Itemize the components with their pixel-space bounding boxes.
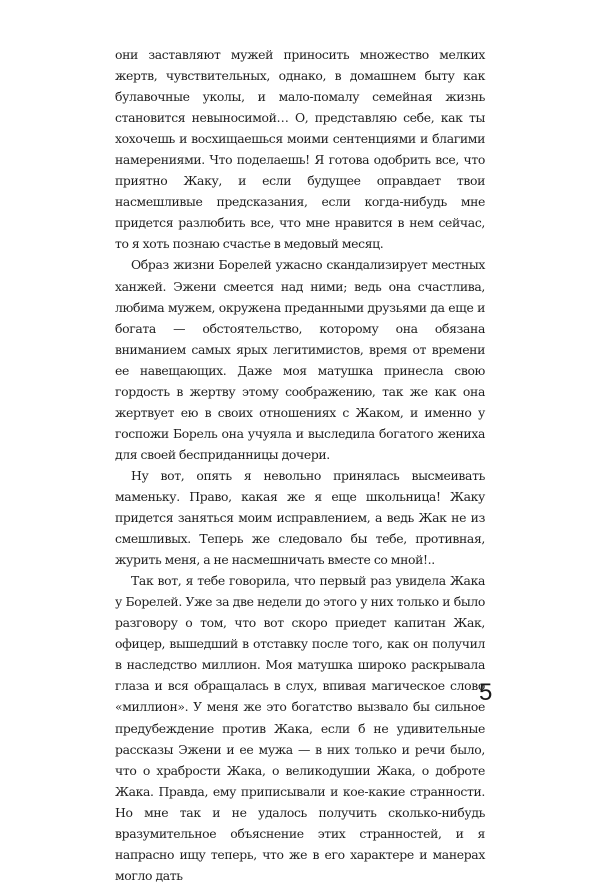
paragraph-4: Так вот, я тебе говорила, что первый раз увидела Жака у Борелей. Уже за две недели до этого у них только и было разговору о том, что вот скоро приедет капитан Жак, офицер, вышедший в отставку после того, как он получил в наследство миллион. Моя матушка широко раскрывала глаза и вся обращалась в слух, впивая магическое слово «миллион». У меня же это богатство вызвало бы сильное предубеждение против Жака, если б не удивительные рассказы Эжени и ее мужа — в них только и речи было, что о храбрости Жака, о великодушии Жака, о доброте Жака. Правда, ему приписывали и кое-какие странности. Но мне так и не удалось получить сколько-нибудь вразумительное объяснение этих странностей, и я напрасно ищу теперь, что же в его характере и манерах могло дать xyxy=(115,573,485,883)
paragraph-3: Ну вот, опять я невольно принялась высмеивать маменьку. Право, какая же я еще школьница! Жаку придется заняться моим исправлением, а ведь Жак не из смешливых. Теперь же следовало бы тебе, противная, журить меня, а не насмешничать вместе со мной!.. xyxy=(115,467,485,568)
body-text xyxy=(115,44,485,886)
paragraph-1: они заставляют мужей приносить множество мелких жертв, чувствительных, однако, в домашнем быту как булавочные уколы, и мало-помалу семейная жизнь становится невыносимой… О, представляю себе, как ты хохочешь и восхищаешься моими сентенциями и благими намерениями. Что поделаешь! Я готова одобрить все, что приятно Жаку, и если будущее оправдает твои насмешливые предсказания, если когда-нибудь мне придется разлюбить все, что мне нравится в нем сейчас, то я хоть познаю счастье в медовый месяц. xyxy=(115,47,485,252)
paragraph-2: Образ жизни Борелей ужасно скандализирует местных ханжей. Эжени смеется над ними; ведь она счастлива, любима мужем, окружена преданными друзьями да еще и богата — обстоятельство, которому она обязана вниманием самых ярых легитимистов, время от времени ее навещающих. Даже моя матушка принесла свою гордость в жертву этому соображению, так же как она жертвует ею в своих отношениях с Жаком, и именно у госпожи Борель она учуяла и выследила богатого жениха для своей бесприданницы дочери. xyxy=(115,257,485,462)
page-number: 5 xyxy=(479,679,493,706)
